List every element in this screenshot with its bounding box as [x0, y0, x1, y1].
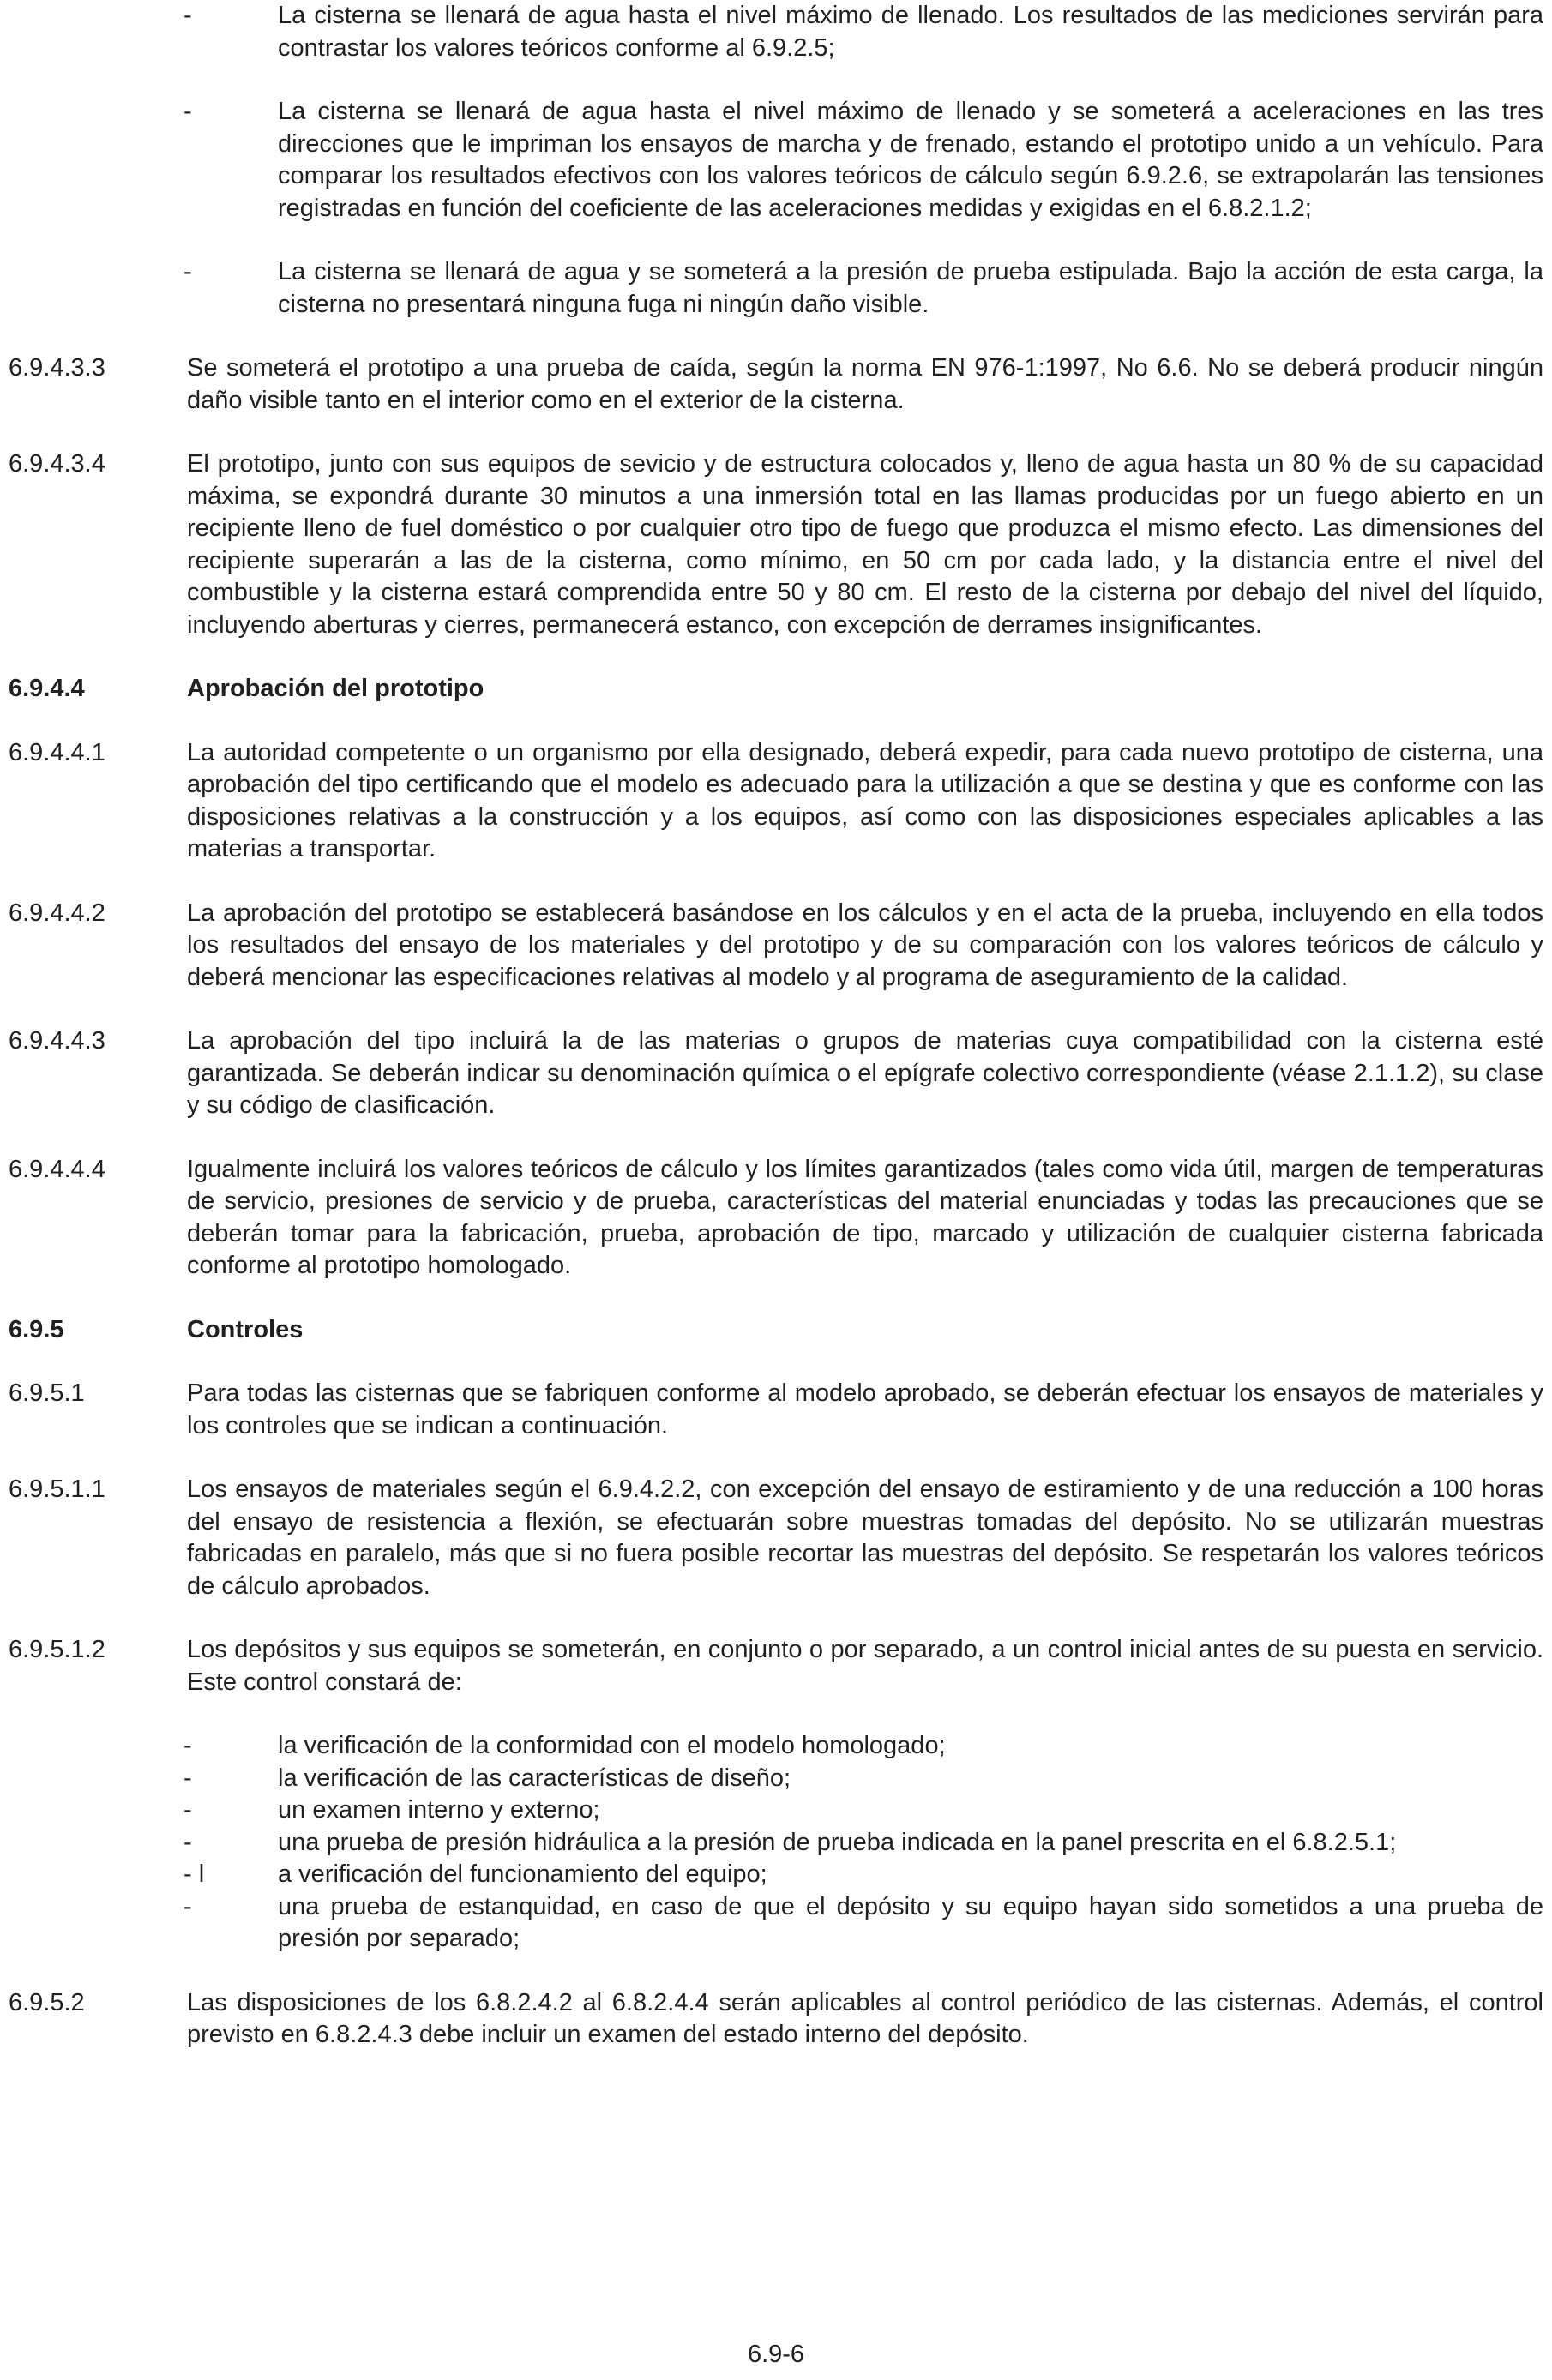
list-dash: -	[183, 258, 192, 285]
section-6-9-4-4-3	[0, 1025, 1552, 1122]
section-number: 6.9.5.1.2	[9, 1636, 105, 1663]
section-6-9-5-2	[0, 1987, 1552, 2052]
section-6-9-4-3-4	[0, 448, 1552, 641]
section-number: 6.9.4.4	[9, 675, 85, 702]
list-item-text: un examen interno y externo;	[278, 1796, 600, 1824]
list-item-text: una prueba de estanquidad, en caso de que el depósito y su equipo hayan sido sometidos a una prueba de presión por separado;	[278, 1892, 1543, 1952]
section-text: El prototipo, junto con sus equipos de sevicio y de estructura colocados y, lleno de agua hasta un 80 % de su capacidad máxima, se expondrá durante 30 minutos a una inmersión total en las llamas producidas por un fuego abierto en un recipiente lleno de fuel doméstico o por cualquier otro tipo de fuego que produzca el mismo efecto. Las dimensiones del recipiente superarán a las de la cisterna, como mínimo, en 50 cm por cada lado, y la distancia entre el nivel del combustible y la cisterna estará comprendida entre 50 y 80 cm. El resto de la cisterna por debajo del nivel del líquido, incluyendo aberturas y cierres, permanecerá estanco, con excepción de derrames insignificantes.	[187, 450, 1543, 639]
control-list	[0, 1730, 1552, 1956]
section-6-9-5	[0, 1314, 1552, 1347]
list-dash: -	[183, 1732, 192, 1759]
section-text: Se someterá el prototipo a una prueba de caída, según la norma EN 976-1:1997, No 6.6. No se deberá producir ningún daño visible tanto en el interior como en el exterior de la cisterna.	[187, 354, 1543, 414]
list-item	[0, 256, 1552, 321]
section-number: 6.9.4.4.1	[9, 738, 105, 766]
section-text: Igualmente incluirá los valores teóricos de cálculo y los límites garantizados (tales como vida útil, margen de temperaturas de servicio, presiones de servicio y de prueba, características del material enunciadas y todas las precauciones que se deberán tomar para la fabricación, prueba, aprobación de tipo, marcado y utilización de cualquier cisterna fabricada conforme al prototipo homologado.	[187, 1155, 1543, 1279]
section-text: La autoridad competente o un organismo por ella designado, deberá expedir, para cada nuevo prototipo de cisterna, una aprobación del tipo certificando que el modelo es adecuado para la utilización a que se destina y que es conforme con las disposiciones relativas a la construcción y a los equipos, así como con las disposiciones especiales aplicables a las materias a transportar.	[187, 738, 1543, 862]
section-number: 6.9.4.4.3	[9, 1027, 105, 1055]
section-text: Para todas las cisternas que se fabriquen conforme al modelo aprobado, se deberán efectuar los ensayos de materiales y los controles que se indican a continuación.	[187, 1379, 1543, 1439]
section-number: 6.9.5.2	[9, 1988, 85, 2016]
section-6-9-5-1-1	[0, 1474, 1552, 1602]
section-text: Los depósitos y sus equipos se someterán, en conjunto o por separado, a un control inicial antes de su puesta en servicio. Este control constará de:	[187, 1636, 1543, 1696]
section-6-9-4-4-4	[0, 1154, 1552, 1283]
section-heading: Aprobación del prototipo	[187, 675, 484, 702]
list-item	[0, 1763, 1552, 1795]
list-item	[0, 1827, 1552, 1860]
section-6-9-5-1	[0, 1378, 1552, 1442]
section-6-9-4-4-1	[0, 737, 1552, 866]
list-item-text: la verificación de las características de diseño;	[278, 1764, 791, 1792]
section-number: 6.9.4.4.2	[9, 899, 105, 927]
section-text: La aprobación del tipo incluirá la de las materias o grupos de materias cuya compatibilidad con la cisterna esté garantizada. Se deberán indicar su denominación química o el epígrafe colectivo correspondiente (véase 2.1.1.2), su clase y su código de clasificación.	[187, 1027, 1543, 1119]
list-item-text: la verificación de la conformidad con el modelo homologado;	[278, 1732, 946, 1759]
list-dash: -	[183, 1828, 192, 1856]
section-number: 6.9.4.3.4	[9, 450, 105, 478]
list-item	[0, 0, 1552, 64]
list-item-text: a verificación del funcionamiento del equipo;	[278, 1860, 767, 1888]
list-dash: -	[183, 1796, 192, 1824]
list-item-text: La cisterna se llenará de agua hasta el nivel máximo de llenado. Los resultados de las mediciones servirán para contrastar los valores teóricos conforme al 6.9.2.5;	[278, 2, 1543, 62]
list-item	[0, 1730, 1552, 1763]
section-heading: Controles	[187, 1315, 304, 1343]
section-text: Los ensayos de materiales según el 6.9.4.2.2, con excepción del ensayo de estiramiento y de una reducción a 100 horas del ensayo de resistencia a flexión, se efectuarán sobre muestras tomadas del depósito. No se utilizarán muestras fabricadas en paralelo, más que si no fuera posible recortar las muestras del depósito. Se respetarán los valores teóricos de cálculo aprobados.	[187, 1475, 1543, 1600]
section-number: 6.9.4.3.3	[9, 354, 105, 382]
section-number: 6.9.5	[9, 1315, 64, 1343]
list-dash: -	[183, 2, 192, 29]
list-item	[0, 1891, 1552, 1956]
section-number: 6.9.5.1	[9, 1379, 85, 1407]
section-6-9-4-3-3	[0, 352, 1552, 417]
list-item	[0, 1859, 1552, 1891]
list-item-text: una prueba de presión hidráulica a la presión de prueba indicada en la panel prescrita en el 6.8.2.5.1;	[278, 1828, 1397, 1856]
list-dash: -	[183, 1892, 192, 1920]
section-6-9-4-4-2	[0, 898, 1552, 995]
section-text: La aprobación del prototipo se establecerá basándose en los cálculos y en el acta de la prueba, incluyendo en ella todos los resultados del ensayo de los materiales y del prototipo y de su comparación con los valores teóricos de cálculo y deberá mencionar las especificaciones relativas al modelo y al programa de aseguramiento de la calidad.	[187, 899, 1543, 991]
section-number: 6.9.4.4.4	[9, 1155, 105, 1183]
list-item	[0, 96, 1552, 225]
list-dash: -	[183, 98, 192, 125]
section-6-9-4-4	[0, 673, 1552, 706]
section-6-9-5-1-2	[0, 1634, 1552, 1698]
list-item	[0, 1794, 1552, 1827]
page-number: 6.9-6	[747, 2341, 805, 2368]
list-dash: -	[183, 1764, 192, 1792]
section-text: Las disposiciones de los 6.8.2.4.2 al 6.8.2.4.4 serán aplicables al control periódico de las cisternas. Además, el control previsto en 6.8.2.4.3 debe incluir un examen del estado interno del depósito.	[187, 1988, 1543, 2048]
list-item-text: La cisterna se llenará de agua y se someterá a la presión de prueba estipulada. Bajo la acción de esta carga, la cisterna no presentará ninguna fuga ni ningún daño visible.	[278, 258, 1543, 318]
section-number: 6.9.5.1.1	[9, 1475, 105, 1503]
list-dash: - l	[183, 1860, 205, 1888]
list-item-text: La cisterna se llenará de agua hasta el nivel máximo de llenado y se someterá a aceleraciones en las tres direcciones que le impriman los ensayos de marcha y de frenado, estando el prototipo unido a un vehículo. Para comparar los resultados efectivos con los valores teóricos de cálculo según 6.9.2.6, se extrapolarán las tensiones registradas en función del coeficiente de las aceleraciones medidas y exigidas en el 6.8.2.1.2;	[278, 98, 1543, 222]
